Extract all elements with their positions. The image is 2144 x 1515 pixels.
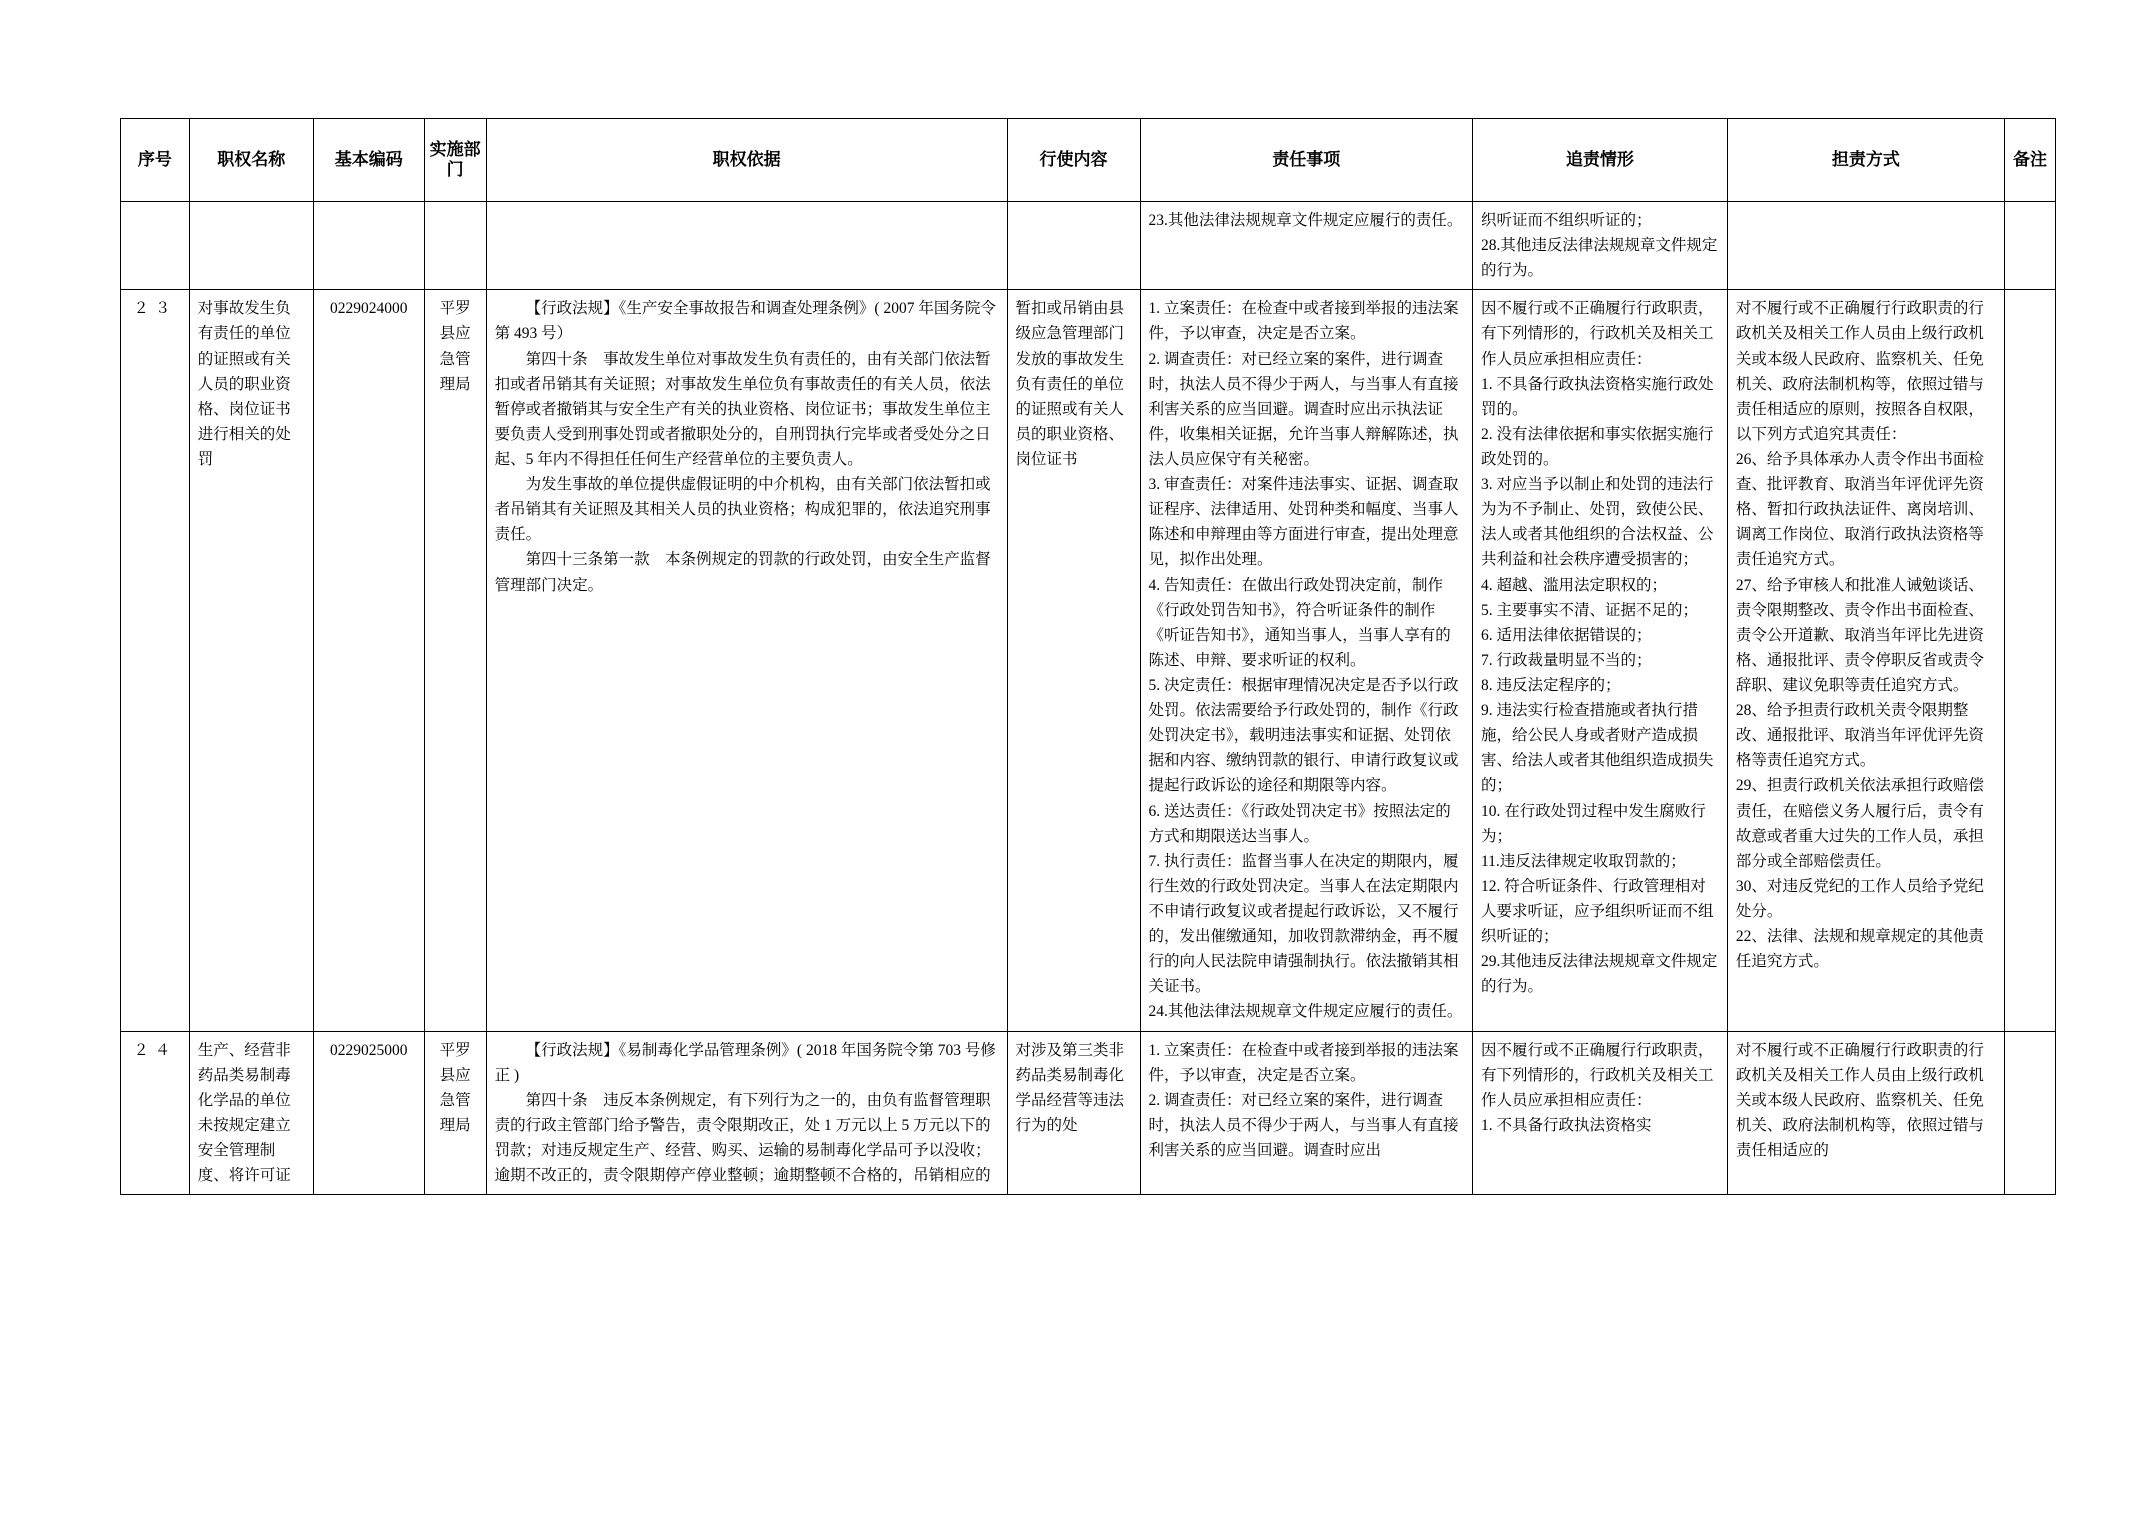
- cell-dept: [424, 202, 486, 290]
- cell-pursue: 因不履行或不正确履行行政职责，有下列情形的，行政机关及相关工作人员应承担相应责任： 1. 不具备行政执法资格实施行政处罚的。 2. 没有法律依据和事实依据实施行政处罚的。 3. 对应当予以制止和处罚的违法行为为不予制止、处罚，致使公民、法人或者其他组织的合法权益、公共利益和社会秩序遭受损害的； 4. 超越、滥用法定职权的； 5. 主要事实不清、证据不足的； 6. 适用法律依据错误的； 7. 行政裁量明显不当的； 8. 违反法定程序的； 9. 违法实行检查措施或者执行措施，给公民人身或者财产造成损害、给法人或者其他组织造成损失的； 10. 在行政处罚过程中发生腐败行为； 11.违反法律规定收取罚款的； 12. 符合听证条件、行政管理相对人要求听证，应予组织听证而不组织听证的； 29.其他违反法律法规规章文件规定的行为。: [1473, 290, 1728, 1031]
- cell-seq: [121, 202, 190, 290]
- cell-bear: 对不履行或不正确履行行政职责的行政机关及相关工作人员由上级行政机关或本级人民政府、监察机关、任免机关、政府法制机构等，依照过错与责任相适应的原则，按照各自权限，以下列方式追究其责任： 26、给予具体承办人责令作出书面检查、批评教育、取消当年评优评先资格、暂扣行政执法证件、离岗培训、调离工作岗位、取消行政执法资格等责任追究方式。 27、给予审核人和批准人诫勉谈话、责令限期整改、责令作出书面检查、责令公开道歉、取消当年评比先进资格、通报批评、责令停职反省或责令辞职、建议免职等责任追究方式。 28、给予担责行政机关责令限期整改、通报批评、取消当年评优评先资格等责任追究方式。 29、担责行政机关依法承担行政赔偿责任，在赔偿义务人履行后，责令有故意或者重大过失的工作人员，承担部分或全部赔偿责任。 30、对违反党纪的工作人员给予党纪处分。 22、法律、法规和规章规定的其他责任追究方式。: [1727, 290, 2004, 1031]
- cell-dept: 平罗县应急管理局: [424, 1031, 486, 1195]
- cell-pursue: 因不履行或不正确履行行政职责，有下列情形的，行政机关及相关工作人员应承担相应责任： 1. 不具备行政执法资格实: [1473, 1031, 1728, 1195]
- cell-code: 0229024000: [313, 290, 424, 1031]
- table-row: [121, 202, 2056, 290]
- cell-duty: 1. 立案责任：在检查中或者接到举报的违法案件，予以审查，决定是否立案。 2. 调查责任：对已经立案的案件，进行调查时，执法人员不得少于两人，与当事人有直接利害关系的应当回避。调查时应出: [1140, 1031, 1472, 1195]
- header-name: 职权名称: [189, 119, 313, 202]
- header-bear: 担责方式: [1727, 119, 2004, 202]
- cell-basis: 【行政法规】《易制毒化学品管理条例》( 2018 年国务院令第 703 号修正 ) 第四十条 违反本条例规定，有下列行为之一的，由负有监督管理职责的行政主管部门给予警告，责令限期改正，处 1 万元以上 5 万元以下的罚款；对违反规定生产、经营、购买、运输的易制毒化学品可予以没收；逾期不改正的，责令限期停产停业整顿；逾期整顿不合格的，吊销相应的: [486, 1031, 1007, 1195]
- cell-code: 0229025000: [313, 1031, 424, 1195]
- cell-seq: ２３: [121, 290, 190, 1031]
- cell-duty: 23.其他法律法规规章文件规定应履行的责任。: [1140, 202, 1472, 290]
- cell-basis: [486, 202, 1007, 290]
- header-pursue: 追责情形: [1473, 119, 1728, 202]
- cell-pursue: 织听证而不组织听证的； 28.其他违反法律法规规章文件规定的行为。: [1473, 202, 1728, 290]
- header-remark: [2004, 119, 2055, 202]
- table-header-row: [121, 119, 2056, 202]
- cell-name: 生产、经营非药品类易制毒化学品的单位未按规定建立安全管理制度、将许可证: [189, 1031, 313, 1195]
- table-row: [121, 1031, 2056, 1195]
- header-seq: 序号: [121, 119, 190, 202]
- header-dept-label: 实施部门: [429, 139, 481, 179]
- header-content: 行使内容: [1007, 119, 1140, 202]
- cell-content: [1007, 202, 1140, 290]
- cell-dept: 平罗县应急管理局: [424, 290, 486, 1031]
- header-remark-label: 备注: [2012, 149, 2047, 169]
- cell-bear: [1727, 202, 2004, 290]
- cell-remark: [2004, 1031, 2055, 1195]
- cell-name: 对事故发生负有责任的单位的证照或有关人员的职业资格、岗位证书进行相关的处罚: [189, 290, 313, 1031]
- cell-basis: 【行政法规】《生产安全事故报告和调查处理条例》( 2007 年国务院令第 493 号） 第四十条 事故发生单位对事故发生负有责任的，由有关部门依法暂扣或者吊销其有关证照；对事故发生单位负有事故责任的有关人员，依法暂停或者撤销其与安全生产有关的执业资格、岗位证书；事故发生单位主要负责人受到刑事处罚或者撤职处分的，自刑罚执行完毕或者受处分之日起、5 年内不得担任任何生产经营单位的主要负责人。 为发生事故的单位提供虚假证明的中介机构，由有关部门依法暂扣或者吊销其有关证照及其相关人员的执业资格；构成犯罪的，依法追究刑事责任。 第四十三条第一款 本条例规定的罚款的行政处罚，由安全生产监督管理部门决定。: [486, 290, 1007, 1031]
- cell-content: 暂扣或吊销由县级应急管理部门发放的事故发生负有责任的单位的证照或有关人员的职业资格、岗位证书: [1007, 290, 1140, 1031]
- header-code: 基本编码: [313, 119, 424, 202]
- header-basis: 职权依据: [486, 119, 1007, 202]
- cell-remark: [2004, 290, 2055, 1031]
- cell-name: [189, 202, 313, 290]
- header-dept: [424, 119, 486, 202]
- power-responsibility-table: [120, 118, 2056, 1195]
- cell-code: [313, 202, 424, 290]
- cell-duty: 1. 立案责任：在检查中或者接到举报的违法案件，予以审查，决定是否立案。 2. 调查责任：对已经立案的案件，进行调查时，执法人员不得少于两人，与当事人有直接利害关系的应当回避。调查时应出示执法证件，收集相关证据，允许当事人辩解陈述，执法人员应保守有关秘密。 3. 审查责任：对案件违法事实、证据、调查取证程序、法律适用、处罚种类和幅度、当事人陈述和申辩理由等方面进行审查，提出处理意见，拟作出处理。 4. 告知责任：在做出行政处罚决定前，制作《行政处罚告知书》，符合听证条件的制作《听证告知书》，通知当事人，当事人享有的陈述、申辩、要求听证的权利。 5. 决定责任：根据审理情况决定是否予以行政处罚。依法需要给予行政处罚的，制作《行政处罚决定书》，载明违法事实和证据、处罚依据和内容、缴纳罚款的银行、申请行政复议或提起行政诉讼的途径和期限等内容。 6. 送达责任：《行政处罚决定书》按照法定的方式和期限送达当事人。 7. 执行责任：监督当事人在决定的期限内，履行生效的行政处罚决定。当事人在法定期限内不申请行政复议或者提起行政诉讼，又不履行的，发出催缴通知，加收罚款滞纳金，再不履行的向人民法院申请强制执行。依法撤销其相关证书。 24.其他法律法规规章文件规定应履行的责任。: [1140, 290, 1472, 1031]
- table-row: [121, 290, 2056, 1031]
- header-duty: 责任事项: [1140, 119, 1472, 202]
- cell-remark: [2004, 202, 2055, 290]
- cell-bear: 对不履行或不正确履行行政职责的行政机关及相关工作人员由上级行政机关或本级人民政府、监察机关、任免机关、政府法制机构等，依照过错与责任相适应的: [1727, 1031, 2004, 1195]
- cell-seq: ２４: [121, 1031, 190, 1195]
- cell-content: 对涉及第三类非药品类易制毒化学品经营等违法行为的处: [1007, 1031, 1140, 1195]
